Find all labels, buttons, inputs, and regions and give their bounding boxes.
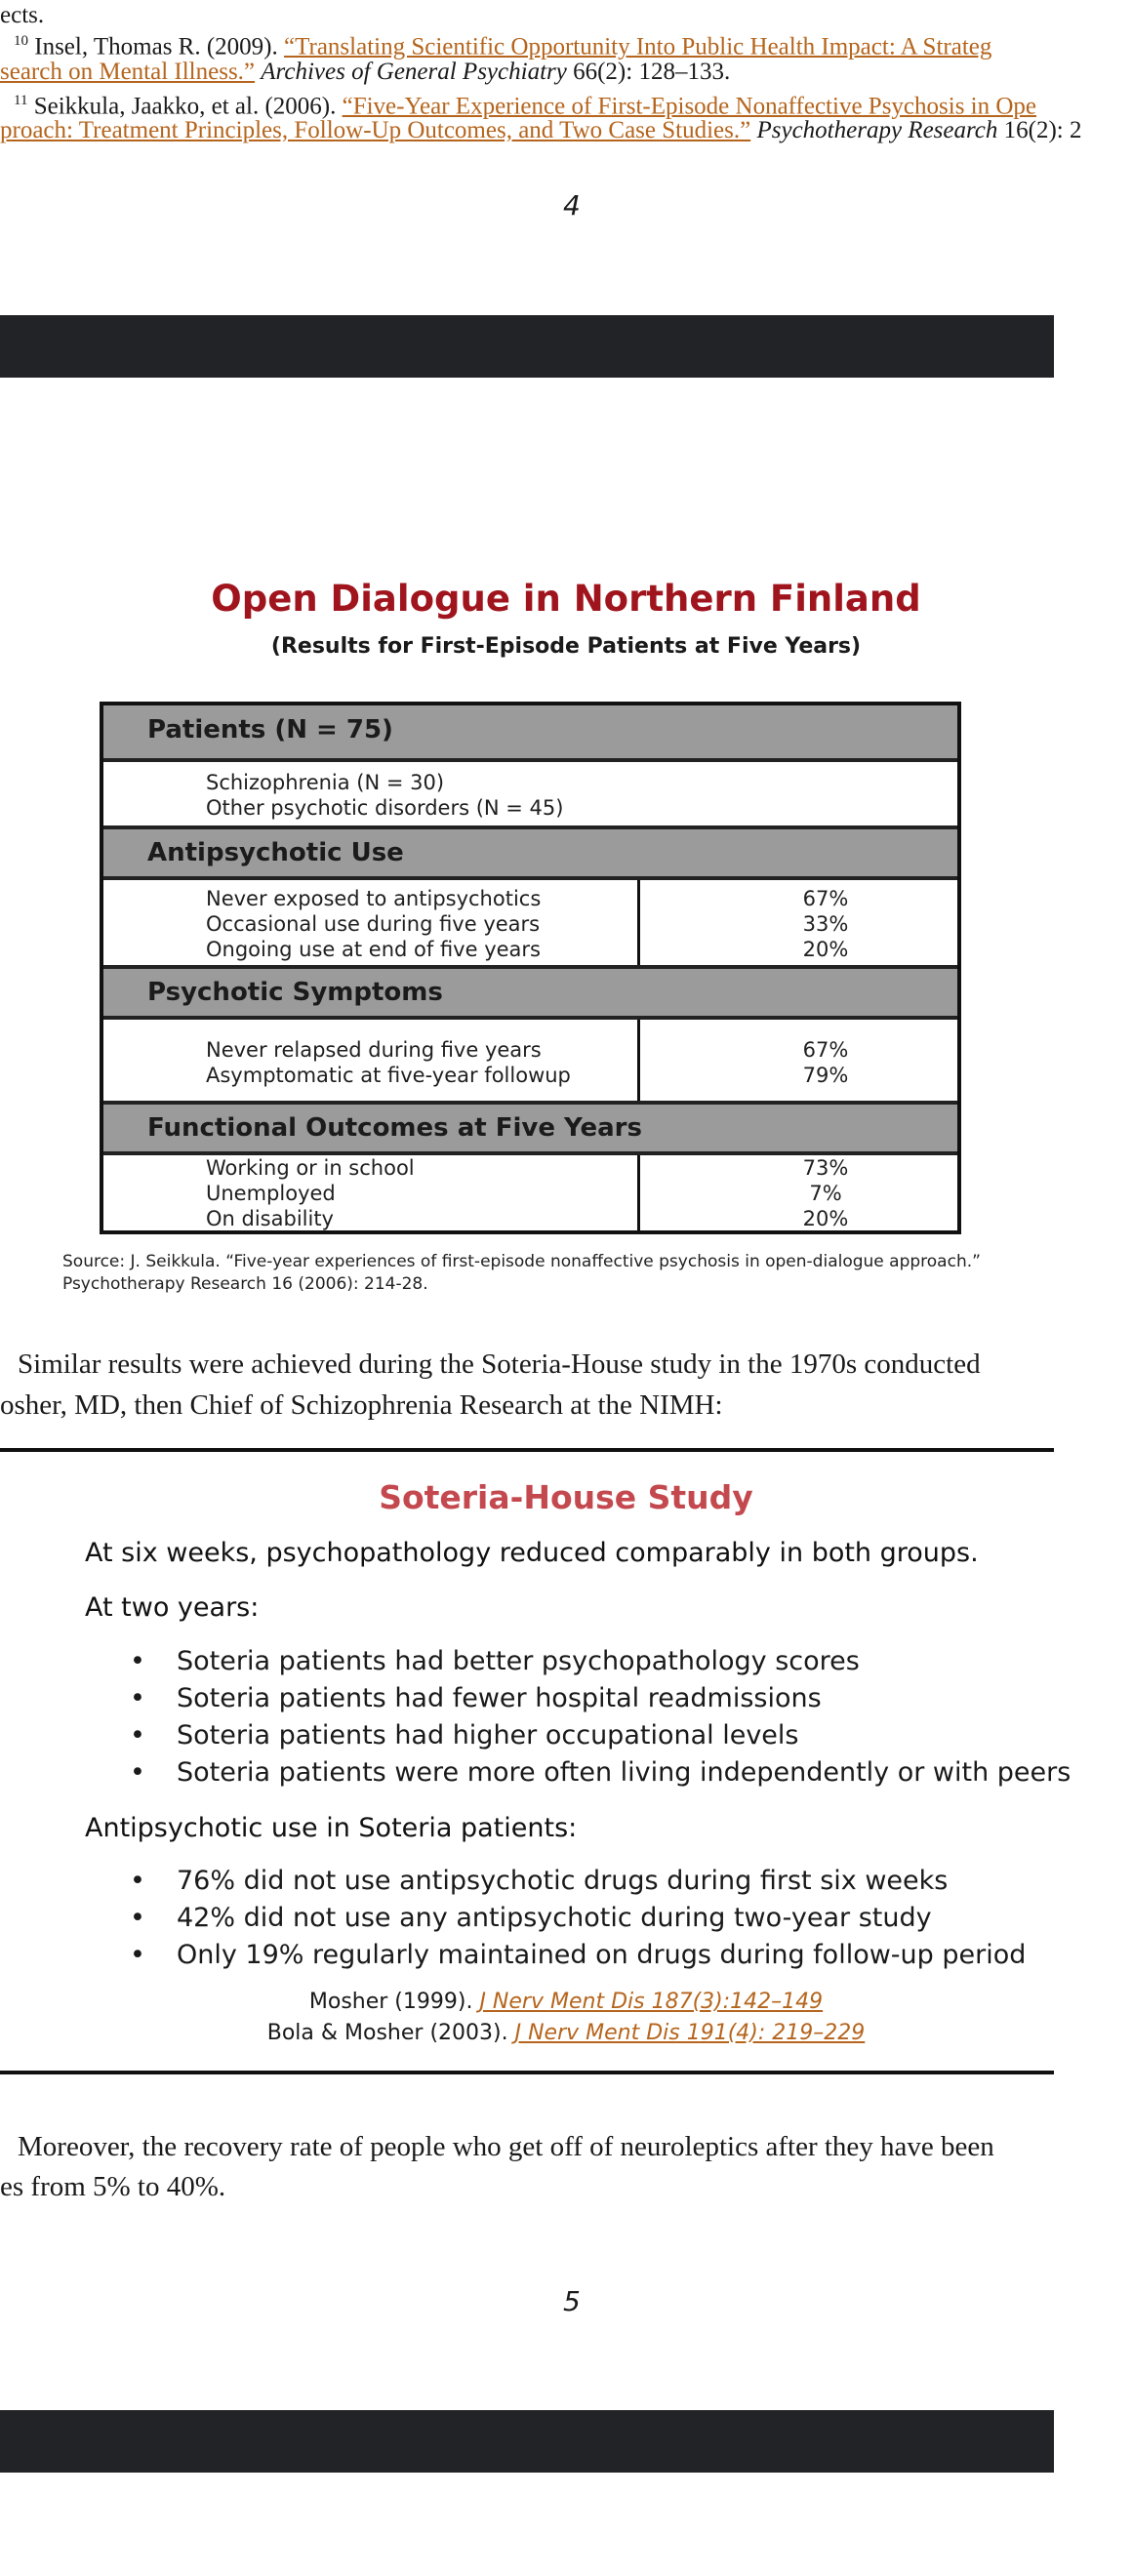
footnote-10-link[interactable]: “Translating Scientific Opportunity Into Public Health Impact: A Strateg	[284, 33, 992, 60]
table-row-value: 73%	[802, 1156, 849, 1180]
soteria-title: Soteria-House Study	[379, 1478, 753, 1516]
citation-link[interactable]: J Nerv Ment Dis 191(4): 219–229	[514, 2021, 866, 2045]
citation-link[interactable]: J Nerv Ment Dis 187(3):142–149	[479, 1990, 824, 2014]
list-item-text: Soteria patients had higher occupational levels	[177, 1720, 799, 1751]
footnote-11-number: 11	[14, 93, 28, 108]
citation-bola-mosher	[0, 2019, 1132, 2048]
footnote-10-line2	[0, 57, 730, 88]
bullet-icon: •	[130, 1720, 145, 1751]
table-section-header: Psychotic Symptoms	[103, 965, 957, 1020]
page-separator	[0, 2410, 1054, 2473]
footnote-11-author: Seikkula, Jaakko, et al. (2006).	[33, 93, 337, 120]
paragraph-line: Moreover, the recovery rate of people who get off of neuroleptics after they have been	[18, 2131, 994, 2162]
table-row-label: Working or in school	[206, 1156, 415, 1180]
table-row-value: 20%	[802, 1207, 849, 1230]
table-section-body	[103, 880, 957, 965]
table-section-body	[103, 762, 957, 825]
table-section-header: Functional Outcomes at Five Years	[103, 1101, 957, 1155]
list-item-text: Soteria patients were more often living independently or with peers	[177, 1757, 1071, 1788]
table-row-value: 33%	[802, 912, 849, 936]
footnote-10-details: 66(2): 128–133.	[573, 59, 731, 85]
list-item-text: 76% did not use antipsychotic drugs during first six weeks	[177, 1866, 949, 1896]
figure-source-line1: Source: J. Seikkula. “Five-year experiences of first-episode nonaffective psychosis in open-dialogue approach.”	[62, 1252, 981, 1271]
table-row-value: 67%	[802, 887, 849, 910]
footnote-11-line2	[0, 115, 1082, 146]
table-row-label: Ongoing use at end of five years	[206, 938, 541, 961]
table-row-label: On disability	[206, 1207, 334, 1230]
list-item-text: 42% did not use any antipsychotic during two-year study	[177, 1903, 932, 1933]
bullet-icon: •	[130, 1866, 145, 1896]
figure-source-line2: Psychotherapy Research 16 (2006): 214-28.	[62, 1274, 428, 1294]
table-row-value: 79%	[802, 1064, 849, 1087]
table-row-label: Schizophrenia (N = 30)	[206, 771, 445, 794]
table-section-header: Antipsychotic Use	[103, 825, 957, 880]
table-row-value: 67%	[802, 1038, 849, 1062]
page-number: 5	[563, 2285, 581, 2317]
results-table	[100, 702, 961, 1234]
table-row-label: Other psychotic disorders (N = 45)	[206, 796, 564, 820]
list-item-text: Soteria patients had better psychopathology scores	[177, 1646, 860, 1676]
column-divider	[637, 880, 640, 965]
bullet-icon: •	[130, 1940, 145, 1970]
footnote-11-link-cont[interactable]: proach: Treatment Principles, Follow-Up Outcomes, and Two Case Studies.”	[0, 117, 751, 143]
soteria-six-weeks: At six weeks, psychopathology reduced comparably in both groups.	[85, 1538, 979, 1568]
figure-subtitle: (Results for First-Episode Patients at Five Years)	[270, 634, 862, 659]
bullet-icon: •	[130, 1903, 145, 1933]
table-section-body	[103, 1155, 957, 1230]
soteria-two-years-heading: At two years:	[85, 1592, 260, 1623]
soteria-antipsychotic-heading: Antipsychotic use in Soteria patients:	[85, 1813, 578, 1843]
table-row-label: Never relapsed during five years	[206, 1038, 542, 1062]
table-row-value: 20%	[802, 938, 849, 961]
table-row-label: Asymptomatic at five-year followup	[206, 1064, 571, 1087]
page-separator	[0, 315, 1054, 378]
footnote-11-journal: Psychotherapy Research	[756, 117, 998, 143]
footnote-10-journal: Archives of General Psychiatry	[261, 59, 567, 85]
column-divider	[637, 1020, 640, 1101]
citation-author: Mosher (1999).	[308, 1990, 473, 2014]
citation-mosher	[0, 1988, 1132, 2017]
paragraph-line: Similar results were achieved during the Soteria-House study in the 1970s conducted	[18, 1348, 981, 1380]
list-item-text: Only 19% regularly maintained on drugs during follow-up period	[177, 1940, 1027, 1970]
citation-author: Bola & Mosher (2003).	[266, 2021, 508, 2045]
paragraph-line: es from 5% to 40%.	[0, 2171, 226, 2202]
soteria-bottom-rule	[0, 2071, 1054, 2074]
table-row-label: Unemployed	[206, 1182, 336, 1205]
footnote-11-details: 16(2): 2	[1003, 117, 1082, 143]
column-divider	[637, 1155, 640, 1230]
table-row-label: Occasional use during five years	[206, 912, 541, 936]
table-row-label: Never exposed to antipsychotics	[206, 887, 542, 910]
table-row-value: 7%	[809, 1182, 842, 1205]
bullet-icon: •	[130, 1683, 145, 1713]
figure-title: Open Dialogue in Northern Finland	[211, 578, 921, 620]
footnote-10-author: Insel, Thomas R. (2009).	[34, 33, 278, 60]
paragraph-line: osher, MD, then Chief of Schizophrenia Research at the NIMH:	[0, 1389, 723, 1421]
footnote-continuation: ects.	[0, 2, 45, 28]
table-section-body	[103, 1020, 957, 1101]
bullet-icon: •	[130, 1646, 145, 1676]
page-number: 4	[563, 189, 581, 221]
table-section-header: Patients (N = 75)	[103, 705, 957, 762]
footnote-10-link-cont[interactable]: search on Mental Illness.”	[0, 59, 256, 85]
soteria-top-rule	[0, 1448, 1054, 1452]
bullet-icon: •	[130, 1757, 145, 1788]
footnote-11-link[interactable]: “Five-Year Experience of First-Episode Nonaffective Psychosis in Ope	[342, 93, 1037, 120]
footnote-10-number: 10	[14, 33, 28, 49]
list-item-text: Soteria patients had fewer hospital readmissions	[177, 1683, 822, 1713]
